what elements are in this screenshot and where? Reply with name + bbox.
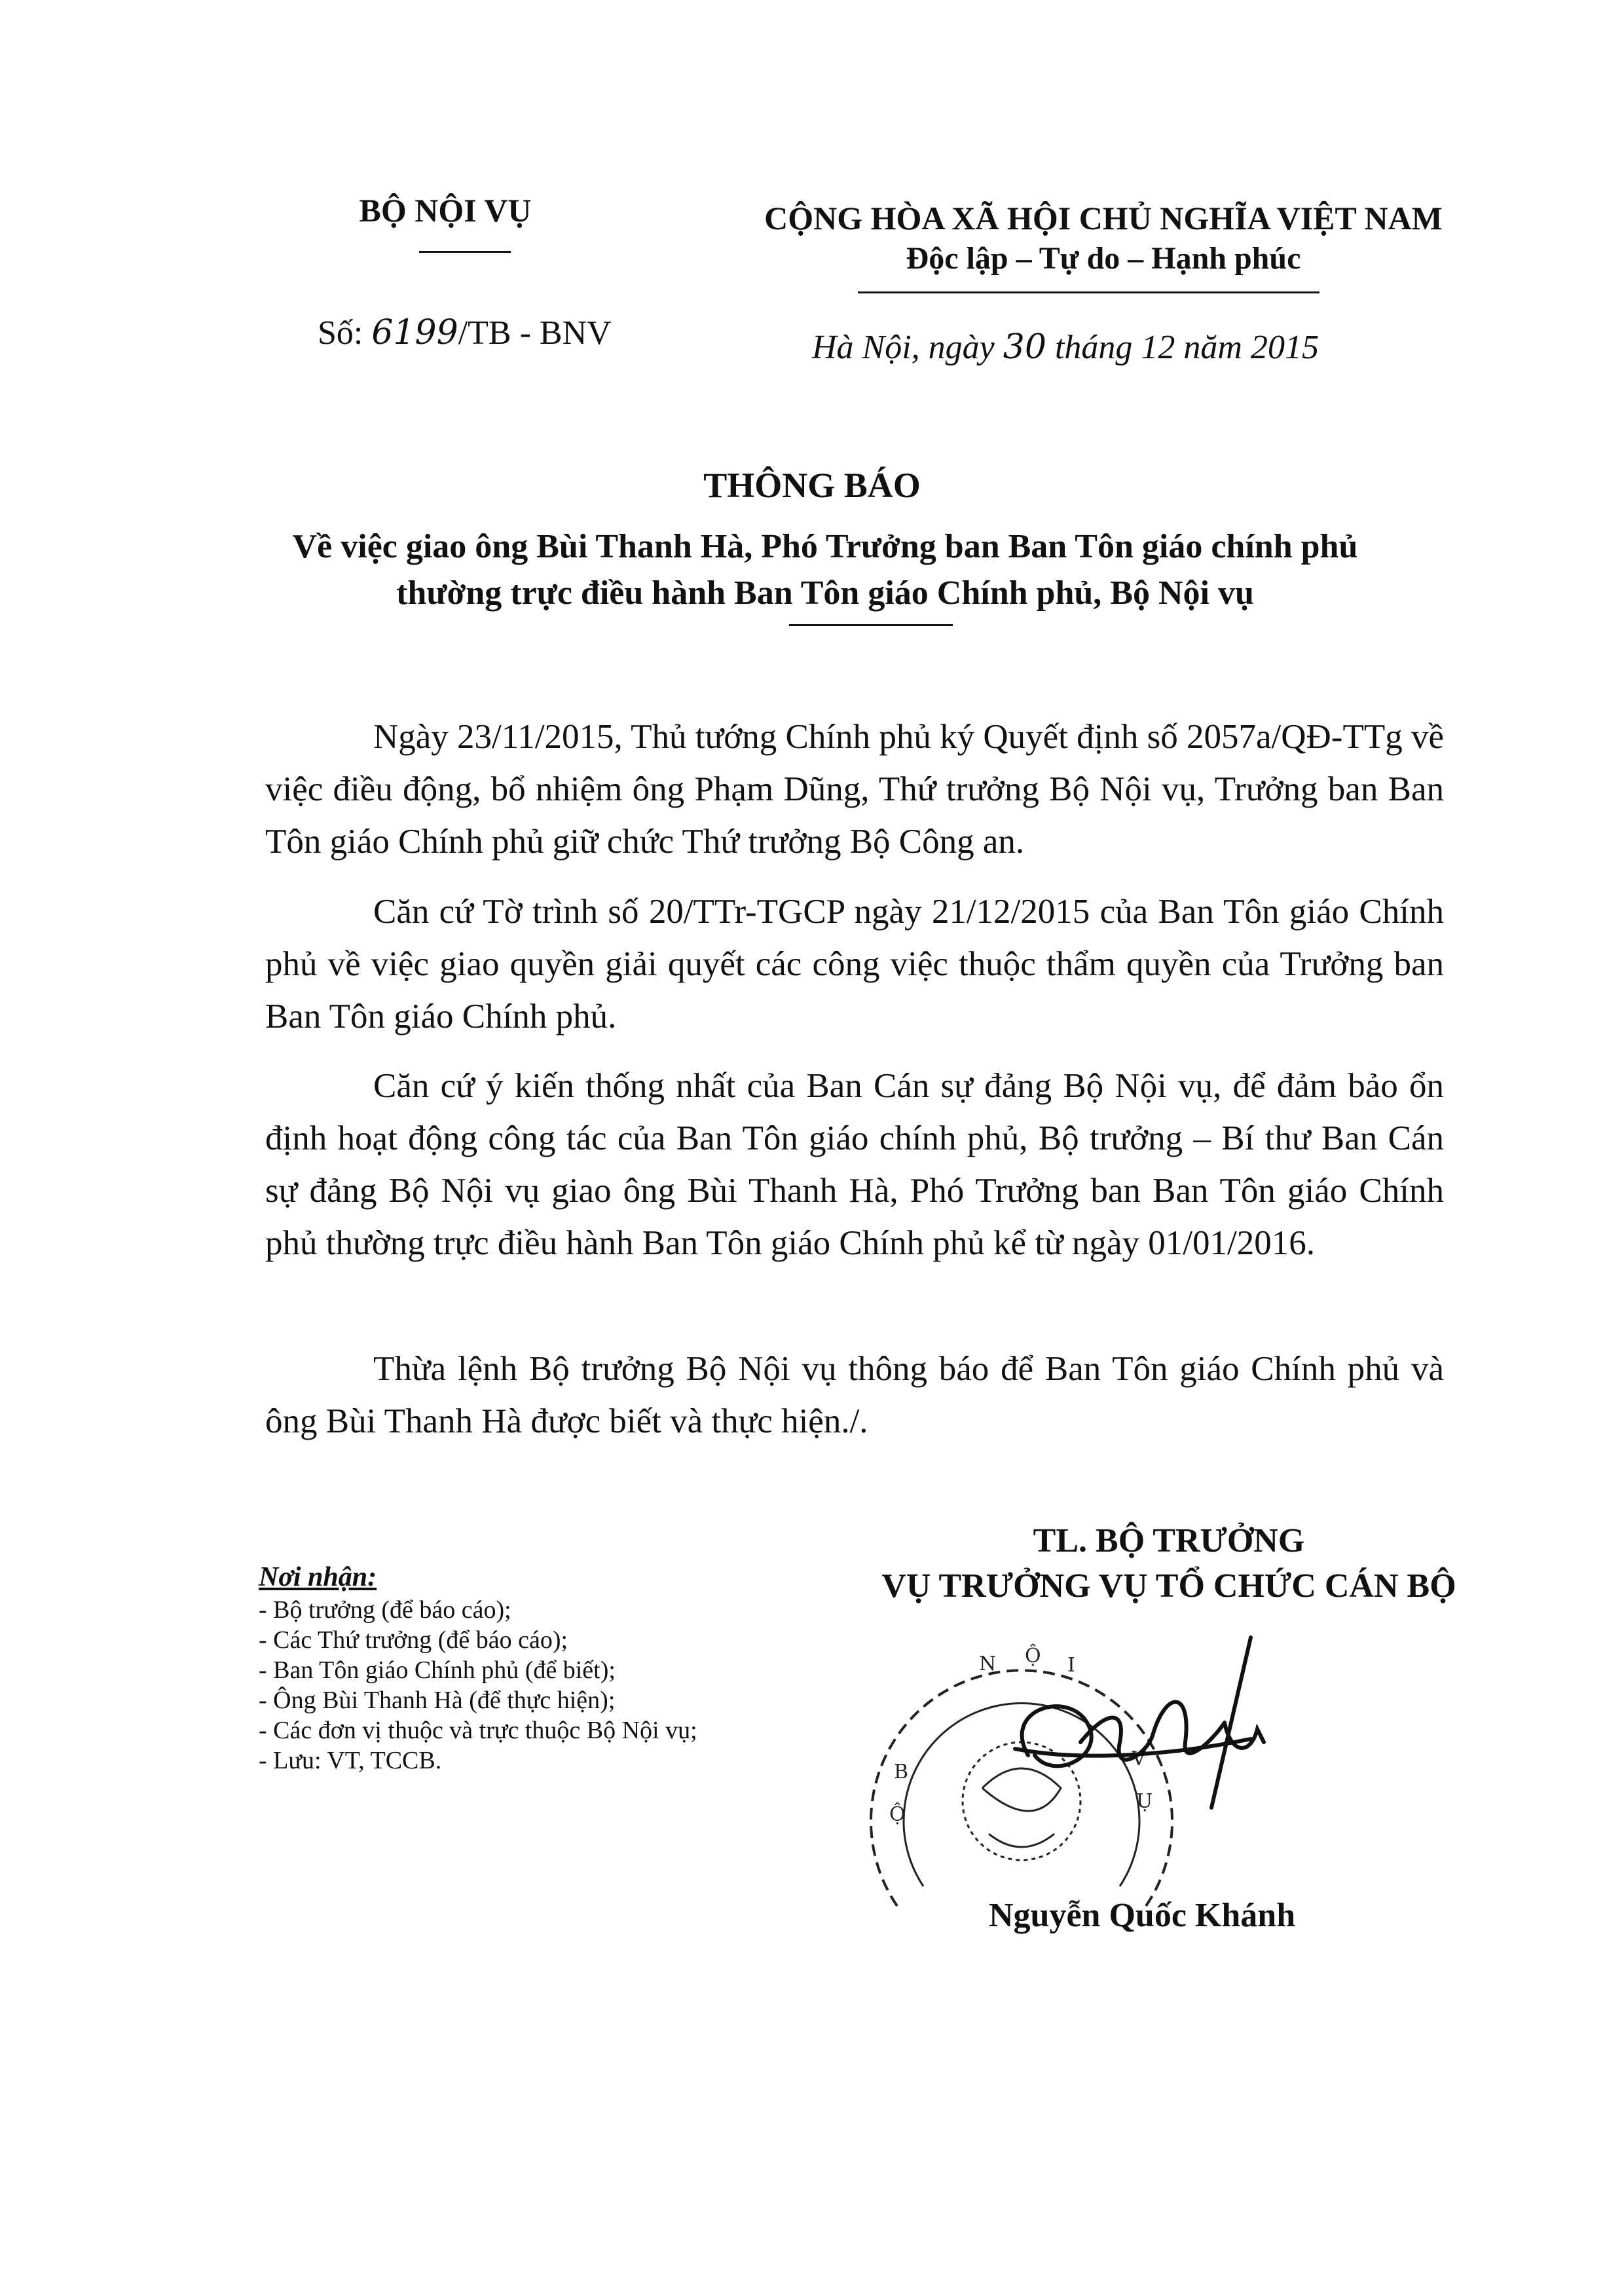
body-paragraph-2: Căn cứ Tờ trình số 20/TTr-TGCP ngày 21/12/2015 của Ban Tôn giáo Chính phủ về việc giao quyền giải quyết các công việc thuộc thẩm quyền của Trưởng ban Ban Tôn giáo Chính phủ. <box>265 893 1444 1036</box>
agency-underline <box>419 251 511 253</box>
svg-text:Ụ: Ụ <box>1136 1790 1153 1813</box>
doc-number-prefix: Số: <box>318 314 372 352</box>
recipient-item: - Ông Bùi Thanh Hà (để thực hiện); <box>259 1687 616 1714</box>
place-date-end: tháng 12 năm 2015 <box>1046 329 1319 366</box>
recipient-item: - Các đơn vị thuộc và trực thuộc Bộ Nội vụ; <box>259 1717 697 1744</box>
handwritten-signature <box>976 1611 1342 1860</box>
place-date <box>812 327 1319 367</box>
body-paragraph-1: Ngày 23/11/2015, Thủ tướng Chính phủ ký Quyết định số 2057a/QĐ-TTg về việc điều động, bổ nhiệm ông Phạm Dũng, Thứ trưởng Bộ Nội vụ, Trưởng ban Ban Tôn giáo Chính phủ giữ chức Thứ trưởng Bộ Công an. <box>265 718 1444 861</box>
recipient-item: - Lưu: VT, TCCB. <box>259 1747 442 1774</box>
svg-text:N: N <box>979 1652 997 1675</box>
motto-underline <box>858 291 1320 293</box>
document-number <box>318 313 612 352</box>
subject-line-2: thường trực điều hành Ban Tôn giáo Chính phủ, Bộ Nội vụ <box>396 574 1254 612</box>
recipients-heading: Nơi nhận: <box>259 1562 377 1592</box>
recipient-item: - Bộ trưởng (để báo cáo); <box>259 1596 511 1624</box>
signature-authority-1: TL. BỘ TRƯỞNG <box>1033 1522 1305 1559</box>
body-paragraph-3: Căn cứ ý kiến thống nhất của Ban Cán sự đảng Bộ Nội vụ, để đảm bảo ổn định hoạt động công tác của Ban Tôn giáo chính phủ, Bộ trưởng – Bí thư Ban Cán sự đảng Bộ Nội vụ giao ông Bùi Thanh Hà, Phó Trưởng ban Ban Tôn giáo Chính phủ thường trực điều hành Ban Tôn giáo Chính phủ kể từ ngày 01/01/2016. <box>265 1067 1444 1262</box>
svg-text:V: V <box>1132 1747 1146 1770</box>
recipient-item: - Các Thứ trưởng (để báo cáo); <box>259 1626 568 1654</box>
signature-authority-2: VỤ TRƯỞNG VỤ TỔ CHỨC CÁN BỘ <box>881 1567 1456 1605</box>
svg-text:Ộ: Ộ <box>889 1803 906 1826</box>
national-motto: Độc lập – Tự do – Hạnh phúc <box>906 241 1301 276</box>
place-date-start: Hà Nội, ngày <box>812 329 1003 366</box>
signer-name: Nguyễn Quốc Khánh <box>989 1897 1296 1934</box>
agency-name: BỘ NỘI VỤ <box>359 192 532 229</box>
svg-text:I: I <box>1067 1654 1075 1677</box>
svg-text:B: B <box>894 1761 909 1783</box>
subject-line-1: Về việc giao ông Bùi Thanh Hà, Phó Trưởng ban Ban Tôn giáo chính phủ <box>292 528 1358 565</box>
svg-text:Ộ: Ộ <box>1025 1645 1041 1668</box>
recipients-block <box>259 1562 697 1776</box>
recipient-item: - Ban Tôn giáo Chính phủ (để biết); <box>259 1656 616 1684</box>
day-handwritten: 30 <box>1003 327 1046 367</box>
country-name: CỘNG HÒA XÃ HỘI CHỦ NGHĨA VIỆT NAM <box>764 200 1443 236</box>
title-underline <box>789 624 953 626</box>
body-paragraph-4: Thừa lệnh Bộ trưởng Bộ Nội vụ thông báo để Ban Tôn giáo Chính phủ và ông Bùi Thanh Hà được biết và thực hiện./. <box>265 1350 1444 1440</box>
document-type-title: THÔNG BÁO <box>703 466 921 505</box>
doc-number-suffix: /TB - BNV <box>458 314 612 352</box>
doc-number-handwritten: 6199 <box>371 313 458 352</box>
